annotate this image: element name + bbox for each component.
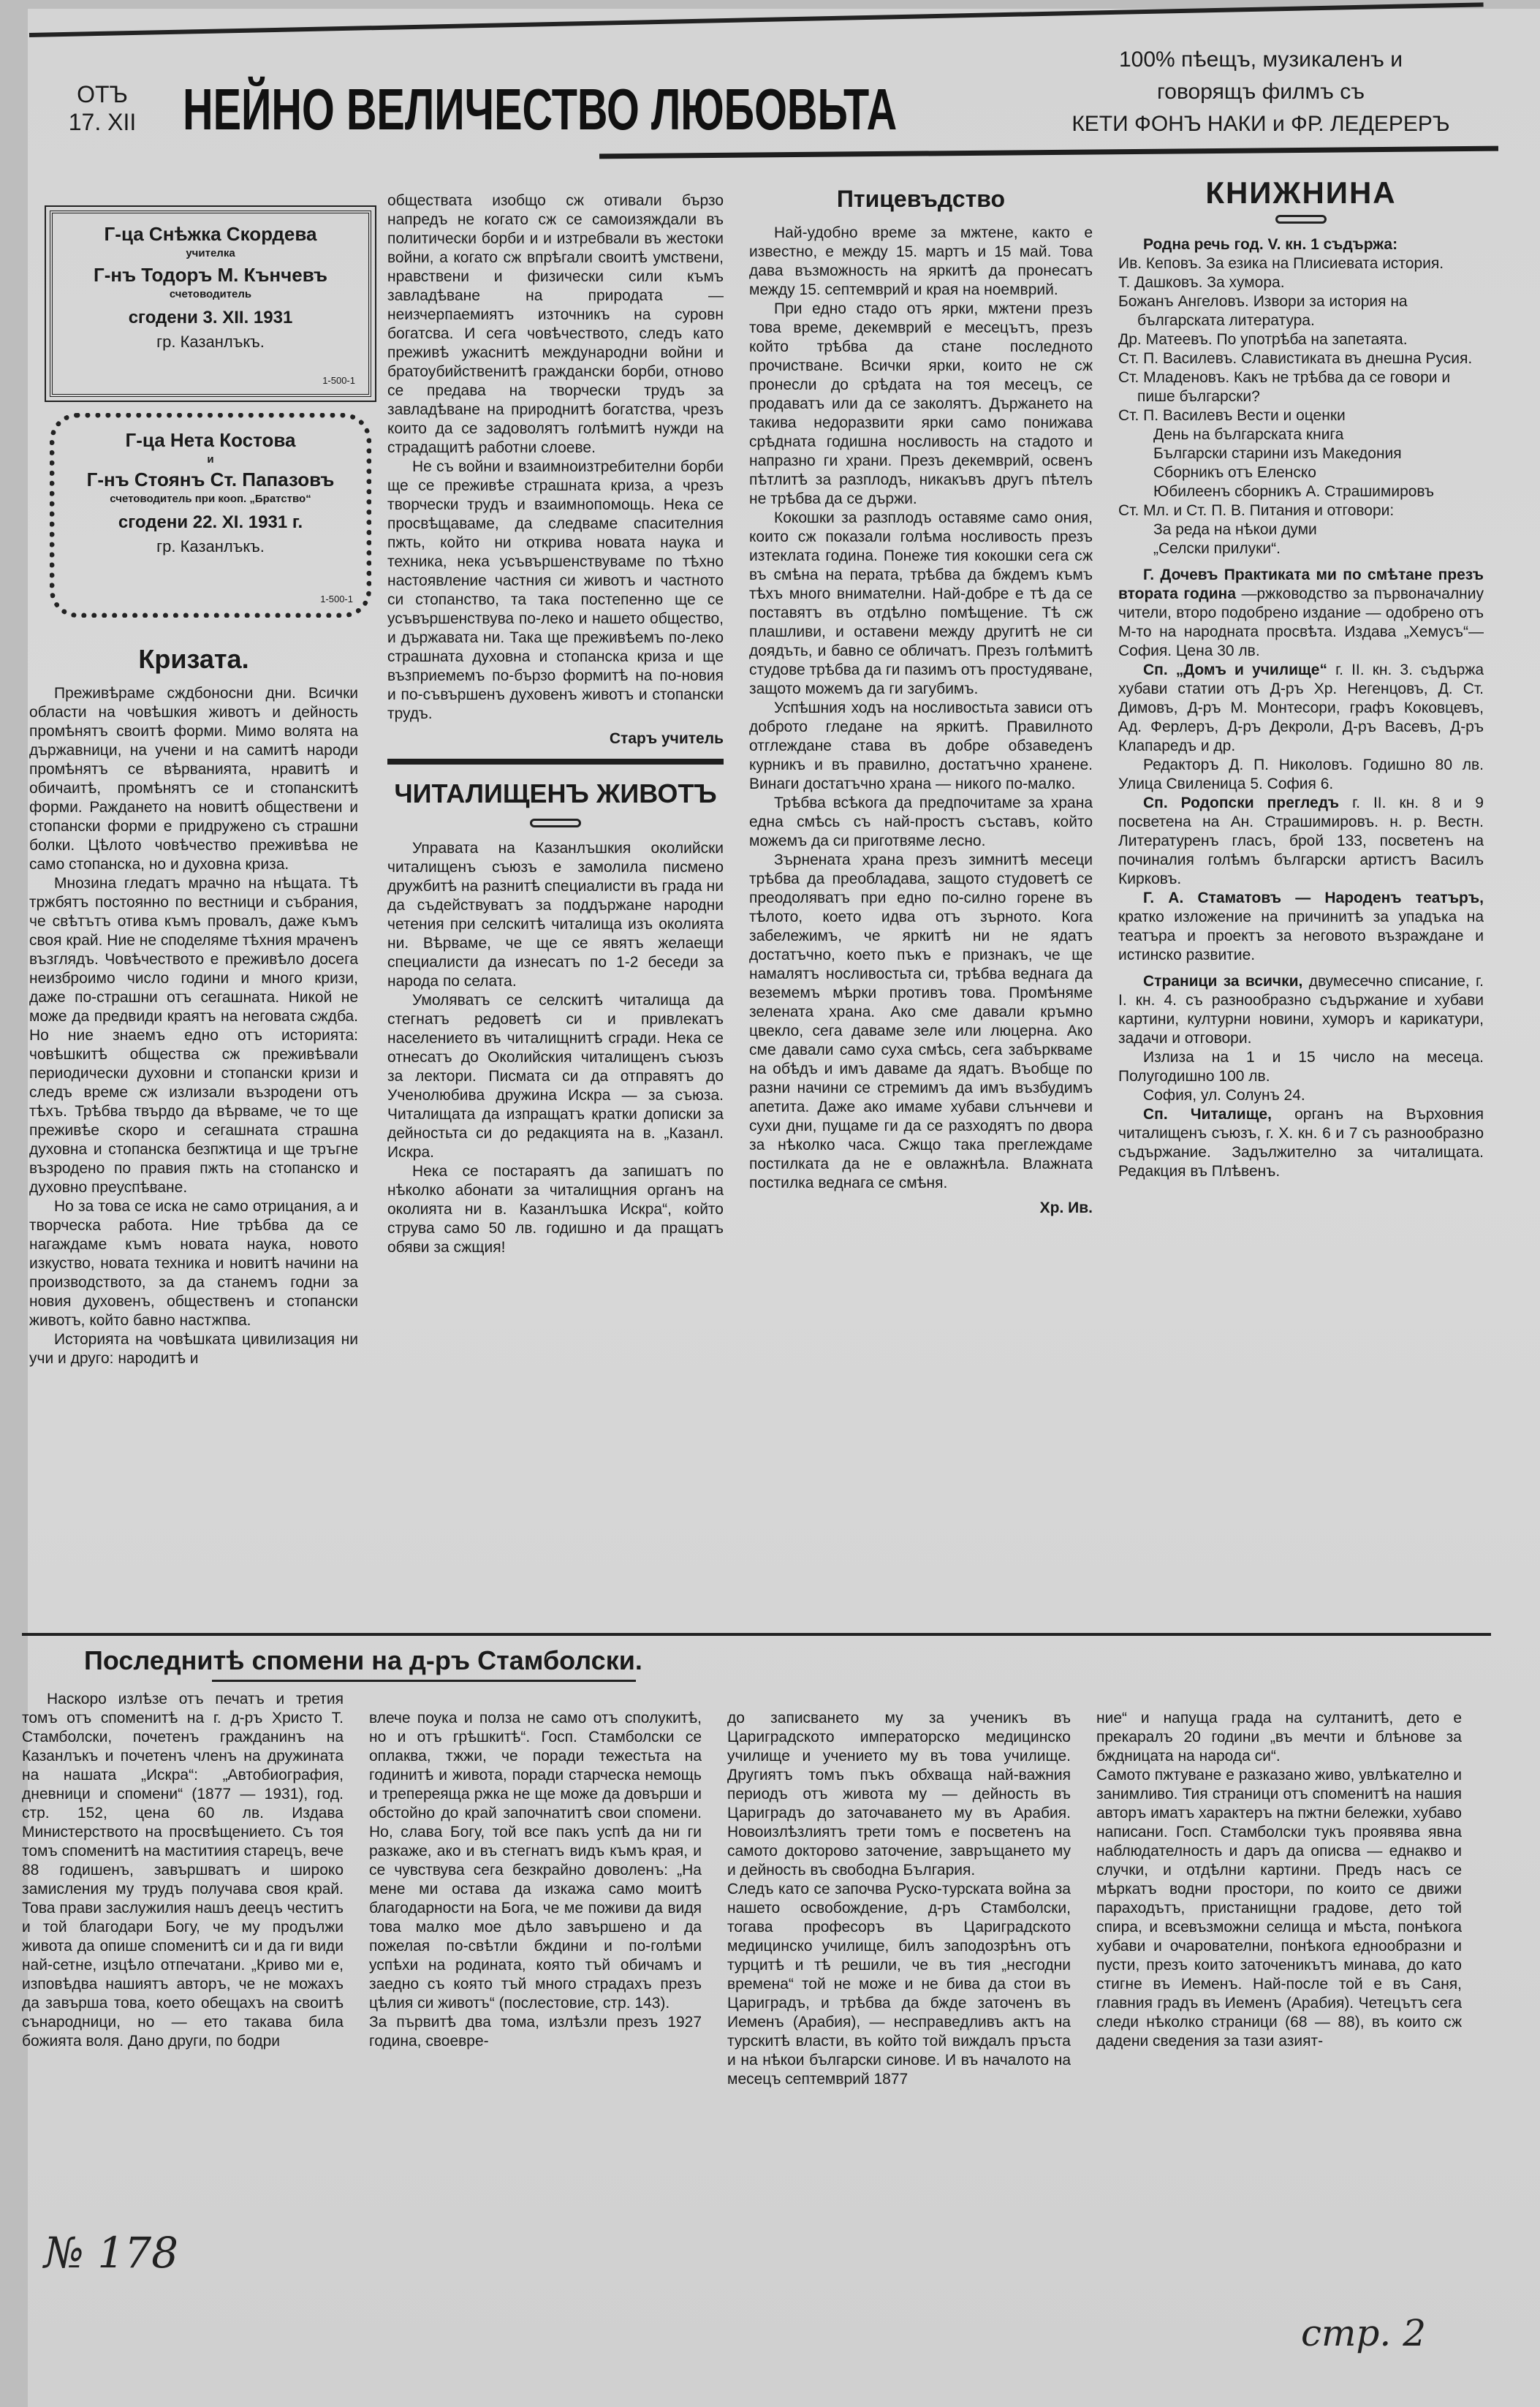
contents-subitem: Български старини изъ Македония [1153,445,1402,462]
announcement-name: Г-нъ Стоянъ Ст. Папазовъ [86,469,335,490]
ornament [530,819,581,827]
article-paragraph: Умоляватъ се селскитѣ читалища да стегнатъ редоветѣ си и привлекатъ населението въ читалищнитѣ сгради. Нека се отнесатъ до Околийския читалищенъ съюзъ за лектори. Писмата си да отправятъ до Ученолюбива дружина Искра — за съюза. Читалищата да изпращатъ кратки дописки за дейностьта си до редакцията на в. „Казанл. Искра. [387,992,724,1161]
announcement-town: гр. Казанлъкъ. [156,333,265,351]
book-entry [1118,972,1484,1048]
book-entry-title: Страници за всички, [1143,973,1303,990]
article-paragraph: ние“ и напуща града на султанитѣ, дето е прекаралъ 20 години „въ мечти и блѣнове за бждницата на народа си“. Самото пжтуване е разказано живо, увлѣкателно и занимливо. Тия страници отъ споменитѣ на нашия авторъ иматъ характеръ на пжтни бележки, хубаво написани. Госп. Стамболски тукъ проявява явна наблюдателность и даръ да описва — еднакво и случки, и отдѣлни картини. Предъ насъ се мѣркатъ водни простори, по които се движи параходътъ, пристанищни градове, дето той спира, и всевъзможни селища и мѣста, понѣкога хубави и очарователни, понѣкога еднообразни и пусти, презъ които заточеникътъ минава, до като стигне въ Иеменъ. Най-после той е въ Саня, главния градъ въ Иеменъ (Арабия). Четецътъ сега следи нѣколко страници (68 — 88), въ които сж дадени сведения за тази азият- [1096,1710,1462,2050]
announcement-date: сгодени 22. XI. 1931 г. [118,512,303,532]
article-title: ЧИТАЛИЩЕНЪ ЖИВОТЪ [394,778,717,808]
contents-item: Ст. П. Василевъ Вести и оценки [1118,407,1346,424]
book-entry-text: —ржководство за първоначалниу чители, второ подобрено издание — одобрено отъ М-то на народната просвѣта. Издава „Хемусъ“—София. Цена 30 лв. [1118,585,1484,659]
article-paragraph: влече поука и полза не само отъ сполукитѣ, но и отъ грѣшкитѣ“. Госп. Стамболски се оплаква, тжжи, че поради тежестьта на годинитѣ и живота, поради старческа немощь и трепереяща ржка не ще може да довърши и обстойно до край започнатитѣ свои спомени. Но, слава Богу, той все пакъ успѣ да ни ги разкаже, ако и въ стегнатъ видъ къмъ края, и се чувствува сега безкрайно доволенъ: „На мене ми остава да изкажа само моитѣ благодарности на Бога, че ме поживи да видя това малко мое дѣло завършено и да пожелая по-свѣтли бждини и по-голѣми успѣхи на родината, която тъй обичамъ и заедно съ която тъй много страдахъ презъ цѣлия си животъ“ (послестовие, стр. 143). За първитѣ два тома, излѣзли презъ 1927 година, своевре- [369,1710,702,2050]
article-paragraph: Мнозина гледатъ мрачно на нѣщата. Тѣ тржбятъ постоянно по вестници и събрания, че свѣтътъ отива къмъ провалъ, даже къмъ своя край. Ние не споделяме тѣхния мраченъ възглядъ. Човѣчеството е преживѣло досега неизброимо число години и много кризи, даже по-страшни отъ сегашната. Никой не може да предвиди краятъ на неговата сждба. Но ние знаемъ едно отъ историята: човѣшкитѣ общества сж преживѣвали периодически духовни и стопански кризи и следъ време сж излизали възродени отъ тѣхъ. Трѣбва твърдо да вѣрваме, че то ще преживѣе скоро и сегашната страшна духовна и стопанска безпжтица и ще тръгне възродено по правия пжть на стопанско и духовно преуспѣване. [29,875,358,1196]
article-paragraph: Успѣшния ходъ на носливостьта зависи отъ доброто гледане на яркитѣ. Правилното отглеждане става въ добре обзаведенъ курникъ и въ правилно, достатъчно хранене. Винаги достатъчно храна — никого по-малко. [749,700,1093,792]
article-paragraph: обществата изобщо сж отивали бързо напредъ не когато сж се самоизяждали въ политически борби и и изтрeбвали въ жестоки войни, а когато сж впрѣгали своитѣ умствени, нравствени и физически сили къмъ завладѣване на природата — неизчерпаемиятъ източникъ на суровн богатсва. И сега човѣчеството, следъ като преживѣ ужаснитѣ международни войни и братоубийственитѣ граждански борби, отново се предава на творчески трудъ за завладѣване на природнитѣ богатства, чрезъ които да се задоволятъ голѣмитѣ нужди на страдащитѣ работни слоеве. [387,192,724,456]
banner-promo [1023,44,1498,140]
book-entry [1118,794,1484,889]
section-knizhnina [1118,175,1484,1626]
book-entry-text: двумесечно списание, г. I. кн. 4. съ разнообразно съдържание и хубави картини, културни новини, хуморъ и карикатури, задачи и отговори. [1118,973,1484,1047]
announcement-code: 1-500-1 [322,375,355,386]
contents-subitem: Сборникъ отъ Еленско [1153,464,1316,481]
handwritten-page-number: стр. 2 [1301,2312,1427,2354]
announcement-role: счетоводитель [169,288,252,300]
handwritten-issue-number: № 178 [44,2228,179,2278]
book-entry [1118,566,1484,661]
book-entry-text: органъ на Върховния читалищенъ съюзъ, г. X. кн. 6 и 7 съ разнообразно съдържание. Задължително за читалищата. Редакция въ Плѣвенъ. [1118,1106,1484,1180]
book-entry [1118,889,1484,965]
article-paragraph: Зърнената храна презъ зимнитѣ месеци трѣбва да преобладава, защото студоветѣ се преодоляватъ при едно по-силно горене въ тѣлото, което идва отъ зърното. Кога забележимъ, че яркитѣ ни не ядатъ достатъчно, което пъкъ е признакъ, че ще намалятъ носливостьта си, трѣбва веднага да веземемъ мѣрки противъ това. Промѣняме зелената храна. Ако сме давали кръмно цвекло, сега даваме зеле или люцерна. Ако сме давали само суха смѣсь, сега забъркваме на обѣдъ и имъ даваме да ядатъ. Въобще по разни начини се стремимъ да имъ възбудимъ апетита. Даже ако имаме хубави слънчеви и сухи дни, пущаме ги да се разходятъ по двора за нѣколко часа. Сжщо така преглеждаме постилката да не е овлажнѣла. Влажната постилка веднага се смѣня. [749,852,1093,1191]
section-title: КНИЖНИНА [1205,175,1397,210]
contents-item: Др. Матеевъ. По употрѣба на запетаята. [1118,331,1408,348]
announcement-name: Г-ца Снѣжка Скордева [104,223,317,245]
contents-item: Божанъ Ангеловъ. Извори за история на българската литература. [1118,293,1408,329]
book-entry [1118,1086,1484,1105]
article-title: Кризата. [138,644,249,674]
engagement-announcement [50,413,371,618]
announcement-role: учителка [186,247,235,259]
article-paragraph: Трѣбва всѣкога да предпочитаме за храна една смѣсь съ най-простъ съставъ, който можемъ да си приготвяме лесно. [749,795,1093,849]
article-paragraph: до записването му за ученикъ въ Цариградското императорско медицинско училище и учението му въ това училище. Другиятъ томъ пъкъ обхваща най-важния периодъ отъ живота му — дейность въ Цариградъ до заточаването му въ Арабия. Новоизлѣзлиятъ трети томъ е посветенъ на самото докторово заточение, завръщането му и дейность въ свободна България. Следъ като се започва Руско-турската война за нашето освобождение, д-ръ Стамболски, тогава професоръ въ Цариградското медицинско училище, билъ заподозрѣнъ отъ турцитѣ и тѣ решили, че въ тия „несгодни времена“ той не може и не бива да стои въ Цариградъ, и трѣбва да бжде заточенъ въ Иеменъ (Арабия), — несправедливъ актъ на турскитѣ власти, въ който той виждалъ пръста и на нѣкои български синове. И въ началото на месецъ септемврий 1877 [727,1710,1071,2088]
article-paragraph: Кокошки за разплодъ оставяме само ония, които сж показали голѣма носливость презъ изтеклата година. Понеже тия кокошки сега сж въ смѣна на перата, трѣбва да бждемъ къмъ тѣхъ много внимателни. Най-добре е тѣ да се поставятъ въ отдѣлно помѣщение. Тѣ сж плашливи, и оставени между другитѣ не си доядъть, и бавно се обличатъ. Презъ голѣмитѣ студове трѣбва да ги пазимъ отъ простудяване, защото можемъ да ги загубимъ. [749,509,1093,697]
contents-subitem: „Селски прилуки“. [1153,540,1281,557]
book-entry-text: кратко изложение на причинитѣ за упадъка на театъра и проектъ за неговото възраждане и истинско развитие. [1118,909,1484,963]
section-rule [22,1633,1491,1636]
contents-subitem: День на българската книга [1153,426,1344,443]
article-spomeni-col4 [1096,1690,1462,2202]
contents-subitem: Юбилеенъ сборникъ А. Страшимировъ [1153,483,1435,500]
contents-item: Ив. Кеповъ. За езика на Плисиевата история. [1118,255,1444,272]
announcement-name: Г-ца Нета Костова [125,429,296,451]
engagement-announcement [50,211,371,397]
article-ptitsevadstvo [749,183,1093,1623]
contents-subitem: За реда на нѣкои думи [1153,521,1317,538]
ornament [1275,215,1327,224]
article-paragraph: Нека се постараятъ да запишатъ по нѣколко абонати за читалищния органъ на околията ни в. Казанлъшка Искра“, който струва само 50 лв. годишно и да пращатъ обяви за сжщия! [387,1163,724,1256]
contents-item: Ст. П. Василевъ. Славистиката въ днешна Русия. [1118,350,1473,367]
announcement-role: счетоводитель при кооп. „Братство“ [110,493,311,505]
article-paragraph: Историята на човѣшката цивилизация ни учи и друго: народитѣ и [29,1331,358,1367]
journal-header: Родна речь год. V. кн. 1 съдържа: [1143,236,1398,253]
article-paragraph: При едно стадо отъ ярки, мжтени презъ това време, декемврий е месецътъ, презъ който трѣбва да стане последното прочистване. Всички ярки, които не сж пронесли до срѣдата на тоя месецъ, се продаватъ или да се заколятъ. Държането на такива недоразвити ярки само понижава срѣдната годишна носливость на стадото и напразно ги храни. Презъ декемврий, освенъ пѣтлитѣ за разплодъ, никакъвъ другъ пѣтелъ не трѣбва да се държи. [749,300,1093,507]
cinema-banner [40,44,1502,153]
book-entry-text: София, ул. Солунъ 24. [1143,1087,1305,1104]
book-entry [1118,661,1484,756]
book-entry-title: Сп. Родопски прегледъ [1143,795,1340,811]
article-krizata-continued [387,192,724,748]
article-paragraph: Наскоро излѣзе отъ печатъ и третия томъ отъ споменитѣ на г. д-ръ Христо Т. Стамболски, почетенъ гражданинъ на Казанлъкъ и почетенъ членъ на дружината на нашата „Искра“: „Автобиография, дневници и спомени“ (1877 — 1931), год. стр. 152, цена 60 лв. Издава Министерството на просвѣщението. Съ тоя томъ споменитѣ на маститиия старецъ, вече 88 годишенъ, завършватъ и широко замисления му трудъ получава своя край. Това прави заслужилия нашъ деецъ честитъ и той благодари Богу, че му продължи живота да опише споменитѣ си и да ги види най-сетне, изцѣло отпечатани. „Криво ми е, изповѣдва нашиятъ авторъ, че не можахъ да завърша това, което обещахъ на своитѣ сънародници, но — ето такава била божията воля. Дано други, по бодри [22,1691,344,2050]
announcement-code: 1-500-1 [320,594,353,604]
announcement-role: и [207,453,214,466]
book-entry-text: г. II. кн. 8 и 9 посветена на Ан. Страшимировъ. н. р. Вестн. Литературенъ гласъ, брой 133, посветенъ на починалия голѣмъ български артистъ Василъ Кирковъ. [1118,795,1484,887]
contents-item: Ст. Мл. и Ст. П. В. Питания и отговори: [1118,502,1395,519]
announcement-town: гр. Казанлъкъ. [156,537,265,556]
book-entry [1118,1048,1484,1086]
announcement-date: сгодени 3. XII. 1931 [128,308,293,327]
article-spomeni-col1 [22,1690,344,2202]
article-spomeni-col2 [369,1690,702,2202]
banner-date [62,80,143,136]
article-title: Птицевъдство [836,186,1006,212]
article-title-spomeni: Последнитѣ спомени на д-ръ Стамболски. [84,1645,642,1675]
book-entry [1118,756,1484,794]
book-entry-text: Редакторъ Д. П. Николовъ. Годишно 80 лв. Улица Свиленица 5. София 6. [1118,757,1484,792]
article-paragraph: Не съ войни и взаимноизтребителни борби ще се преживѣе страшната криза, а чрезъ творчески трудъ и взаимнопомощь. Нека се просвѣщаваме, да следваме спасителния пжть, който ни открива новата наука и техника, нека усъвършенствуваме по тѣхно настоявление частния си животъ и частното си стопанство, та така постепенно ще се усъвършенствува по-леко и нашето общество, и държавата ни. Така ще преживѣемъ по-леко страшната духовна и стопанска криза и ще възприемемъ по-бързо формитѣ на по-новия и по-съвършенъ духовенъ животъ и стопански трудъ. [387,458,724,722]
banner-from-date: 17. XII [68,109,137,135]
banner-promo-line: 100% пѣещъ, музикаленъ и [1118,48,1403,72]
banner-promo-line: говорящъ филмъ съ [1156,80,1365,104]
article-signature: Хр. Ив. [1039,1199,1093,1216]
book-entry-text: Излиза на 1 и 15 число на месеца. Полугодишно 100 лв. [1118,1049,1484,1085]
article-paragraph: Управата на Казанлъшкия околийски читалищенъ съюзъ е замолила писмено дружбитѣ на разнитѣ специалисти въ града ни да съдействуватъ за поддържане народни четения при селскитѣ читалища изъ околията ни. Вѣрваме, че ще се явятъ желаещи специалисти да изнесатъ по 1-2 беседи за народа по селата. [387,840,724,990]
book-entry [1118,1105,1484,1181]
article-paragraph: Най-удобно време за мжтене, както е известно, е между 15. мартъ и 15 май. Това дава възможность на яркитѣ да пронесатъ между 15. септемврий и края на ноемврий. [749,224,1093,298]
book-entry-title: Г. А. Стаматовъ — Народенъ театъръ, [1143,890,1484,906]
book-entry-title: Г. Дочевъ Практиката ми по смѣтане презъ втората година [1118,566,1484,602]
banner-title-text: НЕЙНО ВЕЛИЧЕСТВО ЛЮБОВЬТА [183,77,898,142]
article-krizata [29,643,358,1623]
banner-title [183,73,1009,146]
article-paragraph: Преживѣраме сждбоносни дни. Всички области на човѣшкия животъ и дейность промѣнятъ своитѣ форми. Мимо волята на държавници, на учени и на самитѣ народи промѣнятъ се вѣрванията, нравитѣ и обичаитѣ, промѣнятъ се и стопанскитѣ форми. Раждането на новитѣ обществени и стопански форми е придружено съ страшни болки. Цѣлото човѣчество преживѣва не само стопанска, но и духовна криза. [29,685,358,873]
contents-item: Ст. Младеновъ. Какъ не трѣбва да се говори и пише български? [1118,369,1451,405]
contents-item: Т. Дашковъ. За хумора. [1118,274,1285,291]
book-entry-title: Сп. Читалище, [1143,1106,1272,1123]
banner-from-label: ОТЪ [77,81,128,107]
article-signature: Старъ учитель [609,730,724,747]
article-paragraph: Но за това се иска не само отрицания, а и творческа работа. Ние трѣбва да се нагаждаме къмъ новата наука, новото изкуство, новата техника и новитѣ начини на производството, за да станемъ годни за новия духовенъ, общественъ и стопански животъ, който бавно настжпва. [29,1198,358,1329]
title-underline [212,1680,636,1682]
banner-promo-line: КЕТИ ФОНЪ НАКИ и ФР. ЛЕДЕРЕРЪ [1071,112,1450,136]
book-entry-title: Сп. „Домъ и училище“ [1143,662,1327,678]
announcement-name: Г-нъ Тодоръ М. Кънчевъ [94,264,327,286]
column-2 [387,192,724,1623]
book-entry-text: г. II. кн. 3. съдържа хубави статии отъ Д-ръ Хр. Негенцовъ, Д. Ст. Димовъ, Д-ръ М. Монтесори, графъ Коковцевъ, Ад. Ферлеръ, Д-ръ Декроли, Д-ръ Васевъ, Д-ръ Клапаредъ и др. [1118,662,1484,754]
article-spomeni-col3 [727,1690,1071,2202]
article-chitalishten [387,778,724,1257]
section-divider [387,759,724,765]
